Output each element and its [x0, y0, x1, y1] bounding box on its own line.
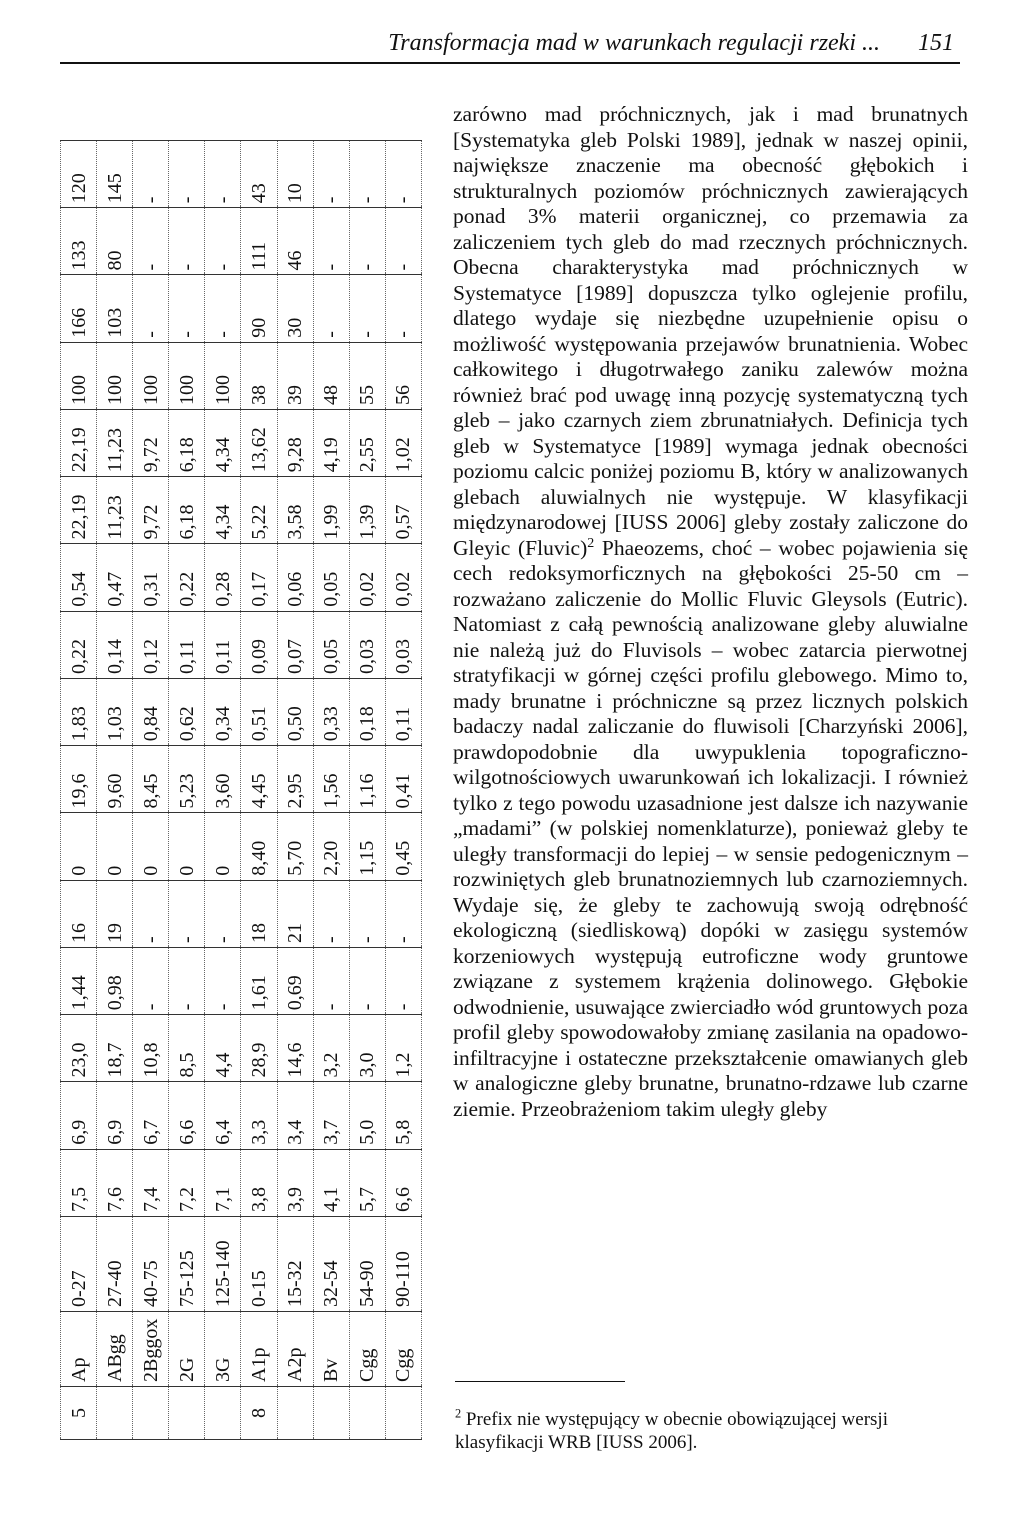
table-cell: 0,45 — [385, 813, 421, 880]
footnote-reference: 2 — [587, 535, 595, 551]
profile-number-cell — [205, 1387, 241, 1440]
table-cell: 1,56 — [313, 746, 349, 813]
table-cell: 14,6 — [277, 1015, 313, 1082]
table-cell: 5,22 — [241, 477, 277, 544]
table-cell: 0,47 — [97, 544, 133, 611]
table-cell: 4,4 — [205, 1015, 241, 1082]
table-cell: 28,9 — [241, 1015, 277, 1082]
table-cell: - — [169, 880, 205, 947]
horizon-cell: 2G — [169, 1312, 205, 1387]
header-rule — [60, 62, 960, 64]
table-cell: 0 — [133, 813, 169, 880]
table-cell: 0,09 — [241, 611, 277, 678]
body-text-part-2: Phaeozems, choć – wobec pojawienia się cech redoksymorficznych na głębokości 25-50 cm – rozważano zaliczenie do Mollic Fluvic Gleysols (Eutric). Natomiast z całą pewnością analizowane gleby aluwialne nie należą już do Fluvisols – wobec zatarcia pierwotnej stratyfikacji w górnej części profilu glebowego. Mimo to, mady brunatne i próchniczne są przez licznych polskich badaczy nadal zaliczanie do fluwisoli [Charzyński 2006], prawdopodobnie dla uwypuklenia topograficzno-wilgotnościowych uwarunkowań ich lokalizacji. I również tylko z tego powodu uzasadnione jest dalsze ich nazywanie „madami” (w polskiej nomenklaturze), ponieważ gleby te uległy transformacji do lepiej – w sensie pedogenicznym – rozwiniętych gleb brunatnoziemnych lub czarnoziemnych. Wydaje się, że gleby te zachowują swoją odrębność ekologiczną (siedliskową) dopóki w zasięgu systemów korzeniowych występują eutroficzne wody gruntowe związane z systemem krążenia dolinowego. Głębokie odwodnienie, usuwające zwierciadło wód gruntowych poza profil gleby spowodowałoby zmianę zasilania na opadowo-infiltracyjne i ostateczne przekształcenie omawianych gleb w analogiczne gleby brunatne, brunatno-rdzawe lub czarne ziemie. Przeobrażeniom takim uległy gleby — [453, 535, 969, 1121]
table-cell: 0,22 — [61, 611, 97, 678]
table-cell: - — [169, 275, 205, 342]
table-cell: 1,39 — [349, 477, 385, 544]
table-cell: 0,03 — [385, 611, 421, 678]
table-cell: - — [349, 880, 385, 947]
horizon-cell: Ap — [61, 1312, 97, 1387]
profile-number-cell — [385, 1387, 421, 1440]
table-cell: 48 — [313, 342, 349, 409]
table-cell: 0,31 — [133, 544, 169, 611]
profile-number-cell: 5 — [61, 1387, 97, 1440]
horizon-cell: Bv — [313, 1312, 349, 1387]
table-cell: - — [205, 275, 241, 342]
table-cell: 10,8 — [133, 1015, 169, 1082]
table-cell: - — [313, 208, 349, 275]
table-cell: 0,22 — [169, 544, 205, 611]
table-cell: - — [205, 880, 241, 947]
table-cell: 1,83 — [61, 679, 97, 746]
table-cell: 90 — [241, 275, 277, 342]
table-row — [385, 141, 421, 1440]
table-cell: 0,84 — [133, 679, 169, 746]
table-cell: 1,16 — [349, 746, 385, 813]
table-cell: 1,03 — [97, 679, 133, 746]
table-cell: 0,28 — [205, 544, 241, 611]
soil-data-table — [60, 140, 422, 1440]
table-cell: 0,57 — [385, 477, 421, 544]
depth-cell: 90-110 — [385, 1217, 421, 1312]
table-cell: 5,8 — [385, 1082, 421, 1149]
table-cell: 3,3 — [241, 1082, 277, 1149]
table-cell: 30 — [277, 275, 313, 342]
table-cell: 4,34 — [205, 410, 241, 477]
table-cell: 100 — [61, 342, 97, 409]
profile-number-cell — [133, 1387, 169, 1440]
table-cell: 5,23 — [169, 746, 205, 813]
table-cell: - — [205, 141, 241, 208]
table-cell: 1,2 — [385, 1015, 421, 1082]
table-cell: 7,4 — [133, 1149, 169, 1216]
table-cell: 7,1 — [205, 1149, 241, 1216]
table-cell: 0,11 — [169, 611, 205, 678]
table-cell: 166 — [61, 275, 97, 342]
table-cell: 11,23 — [97, 410, 133, 477]
table-cell: 6,18 — [169, 410, 205, 477]
table-cell: - — [313, 880, 349, 947]
table-cell: - — [385, 948, 421, 1015]
horizon-cell: Cgg — [349, 1312, 385, 1387]
table-cell: 3,4 — [277, 1082, 313, 1149]
horizon-cell: Cgg — [385, 1312, 421, 1387]
table-cell: - — [349, 275, 385, 342]
profile-number-cell — [97, 1387, 133, 1440]
table-cell: 6,4 — [205, 1082, 241, 1149]
depth-cell: 75-125 — [169, 1217, 205, 1312]
table-cell: - — [313, 141, 349, 208]
table-cell: 0 — [169, 813, 205, 880]
body-text-part-1: zarówno mad próchnicznych, jak i mad brunatnych [Systematyka gleb Polski 1989], jednak w naszej opinii, największe znaczenie ma obecność głębokich i strukturalnych poziomów próchnicznych zawierających ponad 3% materii organicznej, co przemawia za zaliczeniem tych gleb do mad rzecznych próchnicznych. Obecna charakterystyka mad próchnicznych w Systematyce [1989] dopuszcza tylko oglejenie profilu, dlatego wydaje się niezbędne uzupełnienie opisu o możliwość występowania przejawów brunatnienia. Wobec całkowitego i długotrwałego zaniku zalewów można również brać pod uwagę inną pozycję systematyczną tych gleb – jako czarnych ziem zbrunatniałych. Definicja tych gleb w Systematyce [1989] wymaga jednak obecności poziomu calcic poniżej poziomu B, który w analizowanych glebach aluwialnych nie występuje. W klasyfikacji międzynarodowej [IUSS 2006] gleby zostały zaliczone do Gleyic (Fluvic) — [453, 102, 968, 560]
horizon-cell: A2p — [277, 1312, 313, 1387]
table-cell: 3,0 — [349, 1015, 385, 1082]
table-cell: - — [349, 208, 385, 275]
table-cell: 80 — [97, 208, 133, 275]
table-cell: 2,55 — [349, 410, 385, 477]
depth-cell: 125-140 — [205, 1217, 241, 1312]
table-cell: 0 — [97, 813, 133, 880]
table-cell: 145 — [97, 141, 133, 208]
table-cell: 2,20 — [313, 813, 349, 880]
table-cell: 43 — [241, 141, 277, 208]
table-cell: 13,62 — [241, 410, 277, 477]
depth-cell: 0-27 — [61, 1217, 97, 1312]
table-cell: 0,11 — [205, 611, 241, 678]
running-title: Transformacja mad w warunkach regulacji rzeki ... — [388, 30, 880, 56]
table-cell: 133 — [61, 208, 97, 275]
table-row — [61, 141, 97, 1440]
table-cell: 3,9 — [277, 1149, 313, 1216]
table-cell: 0,34 — [205, 679, 241, 746]
table-row — [277, 141, 313, 1440]
table-cell: - — [349, 141, 385, 208]
table-cell: 38 — [241, 342, 277, 409]
profile-number-cell — [277, 1387, 313, 1440]
table-cell: 0 — [61, 813, 97, 880]
table-cell: 18 — [241, 880, 277, 947]
table-cell: 100 — [205, 342, 241, 409]
table-cell: 7,2 — [169, 1149, 205, 1216]
table-cell: 7,5 — [61, 1149, 97, 1216]
footnote-number: 2 — [455, 1406, 462, 1421]
depth-cell: 0-15 — [241, 1217, 277, 1312]
table-cell: 55 — [349, 342, 385, 409]
table-cell: 2,95 — [277, 746, 313, 813]
table-cell: 0,03 — [349, 611, 385, 678]
table-cell: - — [169, 948, 205, 1015]
profile-number-cell: 8 — [241, 1387, 277, 1440]
table-cell: 0,69 — [277, 948, 313, 1015]
rotated-table-container — [60, 140, 422, 1440]
table-cell: 8,5 — [169, 1015, 205, 1082]
table-cell: 1,99 — [313, 477, 349, 544]
table-row — [133, 141, 169, 1440]
table-cell: 1,02 — [385, 410, 421, 477]
table-cell: 0,54 — [61, 544, 97, 611]
table-row — [169, 141, 205, 1440]
table-cell: 10 — [277, 141, 313, 208]
footnote — [455, 1408, 970, 1454]
body-paragraph — [453, 102, 968, 1122]
table-cell: 21 — [277, 880, 313, 947]
table-cell: 7,6 — [97, 1149, 133, 1216]
table-cell: 0,02 — [385, 544, 421, 611]
table-cell: 5,70 — [277, 813, 313, 880]
table-cell: 11,23 — [97, 477, 133, 544]
table-cell: 3,58 — [277, 477, 313, 544]
horizon-cell: 2Bggox — [133, 1312, 169, 1387]
page-number: 151 — [918, 30, 954, 56]
table-cell: 0,41 — [385, 746, 421, 813]
table-cell: - — [205, 208, 241, 275]
table-cell: 6,18 — [169, 477, 205, 544]
depth-cell: 27-40 — [97, 1217, 133, 1312]
table-cell: 3,8 — [241, 1149, 277, 1216]
table-cell: 0,11 — [385, 679, 421, 746]
table-cell: - — [133, 948, 169, 1015]
table-cell: 6,7 — [133, 1082, 169, 1149]
table-cell: 19 — [97, 880, 133, 947]
table-cell: 1,44 — [61, 948, 97, 1015]
table-cell: - — [133, 275, 169, 342]
table-cell: 8,45 — [133, 746, 169, 813]
table-cell: 9,28 — [277, 410, 313, 477]
table-cell: 46 — [277, 208, 313, 275]
table-cell: 8,40 — [241, 813, 277, 880]
profile-number-cell — [169, 1387, 205, 1440]
depth-cell: 32-54 — [313, 1217, 349, 1312]
depth-cell: 15-32 — [277, 1217, 313, 1312]
table-cell: 9,72 — [133, 477, 169, 544]
table-cell: - — [385, 275, 421, 342]
table-cell: - — [385, 141, 421, 208]
table-cell: - — [169, 208, 205, 275]
table-cell: - — [385, 880, 421, 947]
table-cell: 103 — [97, 275, 133, 342]
table-cell: 1,15 — [349, 813, 385, 880]
table-cell: 4,34 — [205, 477, 241, 544]
table-cell: 3,60 — [205, 746, 241, 813]
table-row — [205, 141, 241, 1440]
table-cell: 39 — [277, 342, 313, 409]
table-cell: 120 — [61, 141, 97, 208]
table-cell: 16 — [61, 880, 97, 947]
table-cell: 9,60 — [97, 746, 133, 813]
table-cell: - — [205, 948, 241, 1015]
table-cell: 3,7 — [313, 1082, 349, 1149]
profile-number-cell — [313, 1387, 349, 1440]
depth-cell: 40-75 — [133, 1217, 169, 1312]
table-cell: 0,12 — [133, 611, 169, 678]
table-cell: 0 — [205, 813, 241, 880]
table-cell: 0,17 — [241, 544, 277, 611]
table-cell: - — [313, 275, 349, 342]
profile-number-cell — [349, 1387, 385, 1440]
table-cell: 0,33 — [313, 679, 349, 746]
table-cell: 3,2 — [313, 1015, 349, 1082]
table-cell: - — [133, 880, 169, 947]
table-cell: 0,62 — [169, 679, 205, 746]
horizon-cell: 3G — [205, 1312, 241, 1387]
horizon-cell: ABgg — [97, 1312, 133, 1387]
table-cell: 22,19 — [61, 410, 97, 477]
depth-cell: 54-90 — [349, 1217, 385, 1312]
table-cell: 100 — [169, 342, 205, 409]
table-cell: 100 — [97, 342, 133, 409]
table-cell: 23,0 — [61, 1015, 97, 1082]
table-cell: 1,61 — [241, 948, 277, 1015]
table-row — [313, 141, 349, 1440]
table-cell: 4,45 — [241, 746, 277, 813]
table-cell: 0,51 — [241, 679, 277, 746]
table-cell: 18,7 — [97, 1015, 133, 1082]
table-cell: 0,05 — [313, 544, 349, 611]
footnote-text: Prefix nie występujący w obecnie obowiązującej wersji klasyfikacji WRB [IUSS 2006]. — [455, 1409, 888, 1453]
table-cell: 0,14 — [97, 611, 133, 678]
table-cell: - — [133, 208, 169, 275]
table-cell: 100 — [133, 342, 169, 409]
table-cell: - — [169, 141, 205, 208]
table-row — [349, 141, 385, 1440]
table-row — [97, 141, 133, 1440]
table-cell: 0,98 — [97, 948, 133, 1015]
table-cell: - — [349, 948, 385, 1015]
table-cell: 0,07 — [277, 611, 313, 678]
table-cell: - — [313, 948, 349, 1015]
table-cell: 4,1 — [313, 1149, 349, 1216]
table-cell: 0,05 — [313, 611, 349, 678]
table-cell: 5,0 — [349, 1082, 385, 1149]
table-cell: - — [385, 208, 421, 275]
page-header — [60, 20, 960, 64]
table-cell: 5,7 — [349, 1149, 385, 1216]
table-cell: 22,19 — [61, 477, 97, 544]
table-cell: 0,50 — [277, 679, 313, 746]
table-cell: 6,6 — [169, 1082, 205, 1149]
table-cell: 56 — [385, 342, 421, 409]
table-cell: 6,9 — [61, 1082, 97, 1149]
table-cell: 6,6 — [385, 1149, 421, 1216]
table-cell: 9,72 — [133, 410, 169, 477]
footnote-rule — [455, 1381, 625, 1382]
table-cell: - — [133, 141, 169, 208]
table-cell: 4,19 — [313, 410, 349, 477]
table-row — [241, 141, 277, 1440]
table-cell: 6,9 — [97, 1082, 133, 1149]
table-cell: 0,06 — [277, 544, 313, 611]
table-cell: 111 — [241, 208, 277, 275]
horizon-cell: A1p — [241, 1312, 277, 1387]
table-cell: 0,18 — [349, 679, 385, 746]
table-cell: 19,6 — [61, 746, 97, 813]
table-cell: 0,02 — [349, 544, 385, 611]
